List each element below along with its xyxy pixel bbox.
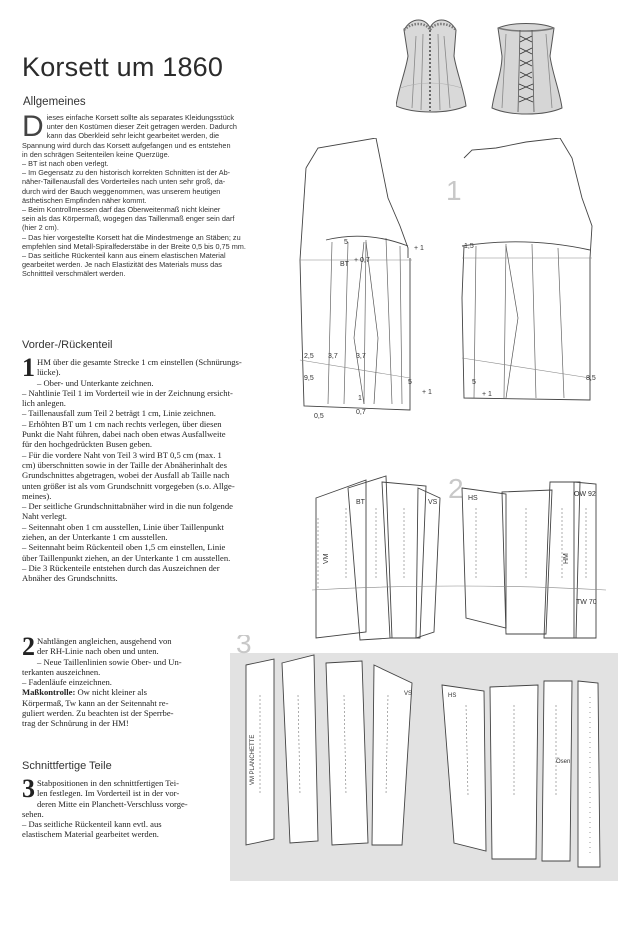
step2-number: 2: [22, 632, 35, 661]
step1-line: – Ober- und Unterkante zeichnen.: [37, 377, 154, 388]
pattern-diagram-2: [306, 468, 622, 650]
step1-line: – Erhöhten BT um 1 cm nach rechts verlegen, über diesen: [22, 418, 222, 429]
diagram2-number: 2: [448, 473, 464, 504]
step2-bold-rest: Ow nicht kleiner als: [75, 687, 147, 698]
diagram2-label: VS: [428, 499, 438, 506]
intro-line: durch wird der Bauch weggenommen, was unserem heutigen: [22, 186, 221, 196]
intro-line: – Das seitliche Rückenteil kann aus einem elastischen Material: [22, 251, 226, 261]
step1-line: lich anlegen.: [22, 398, 66, 409]
step1-line: Abnäher des Grundschnitts.: [22, 573, 118, 584]
step3-number: 3: [22, 774, 35, 803]
step1-line: – Taillenausfall zum Teil 2 beträgt 1 cm, Linie zeichnen.: [22, 408, 216, 419]
step2-lead-line: Nahtlängen angleichen, ausgehend von: [37, 636, 172, 646]
diagram1-label: 5: [472, 379, 476, 386]
diagram2-label: HS: [468, 495, 478, 502]
page-title: Korsett um 1860: [22, 52, 224, 82]
corset-illustrations: [396, 8, 566, 136]
intro-dropcap: D: [22, 110, 44, 143]
diagram1-label: 2,5: [304, 353, 314, 360]
step1-line: ziehen, an der Unterkante 1 cm ausstellen.: [22, 532, 168, 543]
intro-line: – Beim Kontrollmessen darf das Oberweitenmaß nicht kleiner: [22, 205, 221, 215]
step2-paragraph: [22, 632, 212, 729]
step1-line: – Der seitliche Grundschnittabnäher wird in die nun folgende: [22, 501, 233, 512]
intro-line: in den schrägen Seitenteilen keine Querzüge.: [22, 149, 170, 159]
intro-lead-line: ieses einfache Korsett sollte als separates Kleidungsstück: [46, 113, 235, 122]
diagram2-label: TW 70: [576, 599, 597, 606]
diagram2-label: VM: [323, 553, 330, 564]
diagram3-label: HS: [448, 693, 457, 699]
step1-lead-line: HM über die gesamte Strecke 1 cm einstellen (Schnürungs-: [37, 357, 242, 367]
step1-number: 1: [22, 353, 35, 382]
diagram1-label: 1: [358, 395, 362, 402]
step2-bold-label: Maßkontrolle:: [22, 687, 76, 698]
step1-line: über Taillenpunkt ziehen, an der Unterkante 1 cm ausstellen.: [22, 552, 231, 563]
diagram1-label: 9,5: [304, 375, 314, 382]
step1-line: – Seitennaht oben 1 cm ausstellen, Linie über Taillenpunkt: [22, 521, 224, 532]
corset-back-illustration: [492, 24, 562, 115]
diagram3-number: 3: [236, 635, 252, 659]
diagram1-label: 1,5: [464, 243, 474, 250]
diagram1-label: BT: [340, 261, 349, 268]
diagram1-label: + 1: [482, 391, 492, 398]
step2-line: – Fadenläufe einzeichnen.: [22, 677, 112, 688]
step2-lead-line: der RH-Linie nach oben und unten.: [37, 646, 159, 657]
step1-line: Punkt die Naht führen, dabei nach oben etwas Ausfallweite: [22, 429, 226, 440]
step3-line: sehen.: [22, 808, 44, 819]
diagram1-label: 5: [408, 379, 412, 386]
intro-line: empfehlen sind Metall-Spiralfederstäbe in der Breite 0,5 bis 0,75 mm.: [22, 241, 246, 251]
diagram1-label: 3,7: [356, 353, 366, 360]
intro-line: sein als das Körpermaß, wogegen das Taillenmaß enger sein darf: [22, 214, 235, 224]
section-heading-general: Allgemeines: [23, 96, 86, 108]
step1-line: – Die 3 Rückenteile entstehen durch das Auszeichnen der: [22, 562, 220, 573]
step3-line: – Das seitliche Rückenteil kann evtl. aus: [22, 819, 162, 830]
section-heading-finished: Schnittfertige Teile: [22, 760, 112, 772]
intro-line: – Das hier vorgestellte Korsett hat die Mindestmenge an Stäben; zu: [22, 232, 241, 242]
step3-lead-line: Stabpositionen in den schnittfertigen Tei-: [37, 778, 179, 788]
step3-line: deren Mitte ein Planchett-Verschluss vorge-: [37, 798, 188, 809]
diagram2-label: HM: [563, 553, 570, 564]
intro-line: Schnittteil verschmälert werden.: [22, 269, 126, 279]
step1-line: – Für die vordere Naht von Teil 3 wird BT 0,5 cm (max. 1: [22, 449, 222, 460]
diagram1-label: 0,5: [314, 413, 324, 420]
diagram1-label: 0,7: [356, 409, 366, 416]
step1-line: – Seitennaht beim Rückenteil oben 1,5 cm einstellen, Linie: [22, 542, 226, 553]
pattern-diagram-1: [296, 138, 616, 428]
step2-line: – Neue Taillenlinien sowie Ober- und Un-: [37, 656, 182, 667]
diagram3-label: VS: [404, 691, 413, 697]
diagram1-label: + 0,7: [354, 257, 370, 264]
intro-line: ästhetischen Empfinden näher kommt.: [22, 195, 147, 205]
diagram1-label: + 1: [414, 245, 424, 252]
step1-line: – Nahtlinie Teil 1 im Vorderteil wie in der Zeichnung ersicht-: [22, 387, 233, 398]
section-heading-front-back: Vorder-/Rückenteil: [22, 339, 113, 351]
intro-line: gearbeitet werden. Je nach Elastizität des Materials muss das: [22, 260, 222, 270]
step2-tail-line: trag der Schnürung in der HM!: [22, 718, 129, 729]
intro-line: – BT ist nach oben verlegt.: [22, 159, 109, 169]
step1-line: Grundschnittes abgetragen, wobei der Ausfall ab Taille nach: [22, 470, 230, 481]
diagram3-label: VM PLANCHETTE: [250, 734, 256, 785]
pattern-diagram-3: [222, 635, 626, 885]
step3-lead-line: len festlegen. Im Vorderteil ist in der vor-: [37, 788, 180, 799]
diagram2-label: OW 92: [574, 491, 596, 498]
intro-line: – Im Gegensatz zu den historisch korrekten Schnitten ist der Ab-: [22, 168, 231, 178]
corset-front-illustration: [396, 20, 466, 112]
step1-paragraph: [22, 353, 294, 584]
step1-line: unten größer ist als vom Grundschnitt vorgegeben (s.o. Allge-: [22, 480, 235, 491]
intro-line: Spannung wird durch das Korsett aufgefangen und es entstehen: [22, 140, 231, 150]
step2-tail-line: Körpermaß, Tw kann an der Seitennaht re-: [22, 697, 169, 708]
intro-line: näher-Taillenausfall des Vorderteiles nach unten sehr groß, da-: [22, 177, 226, 187]
intro-lead-line: kann das Oberkleid sehr leicht gearbeitet werden, die: [46, 131, 220, 141]
step2-tail-line: guliert werden. Zu beachten ist der Sperrbe-: [22, 708, 174, 719]
diagram1-number: 1: [446, 175, 462, 206]
diagram3-label: Ösen: [556, 759, 571, 765]
diagram1-label: 3,7: [328, 353, 338, 360]
step1-line: meines).: [22, 490, 52, 501]
diagram2-label: BT: [356, 499, 365, 506]
step2-line: terkanten auszeichnen.: [22, 666, 101, 677]
diagram1-label: + 1: [422, 389, 432, 396]
diagram1-label: 8,5: [586, 375, 596, 382]
diagram1-label: 5: [344, 239, 348, 246]
step3-paragraph: [22, 774, 212, 840]
step3-line: elastischem Material gearbeitet werden.: [22, 829, 159, 840]
intro-line: (hier 2 cm).: [22, 223, 59, 233]
step1-lead-line: lücke).: [37, 367, 61, 378]
step1-line: cm) überschnitten sowie in der Taille der Abnäherinhalt des: [22, 459, 227, 470]
step1-line: Naht verlegt.: [22, 511, 67, 522]
step1-line: für den hochgedrückten Busen geben.: [22, 439, 153, 450]
intro-paragraph: [22, 110, 294, 279]
intro-lead-line: unter den Kostümen dieser Zeit getragen werden. Dadurch: [46, 122, 237, 132]
